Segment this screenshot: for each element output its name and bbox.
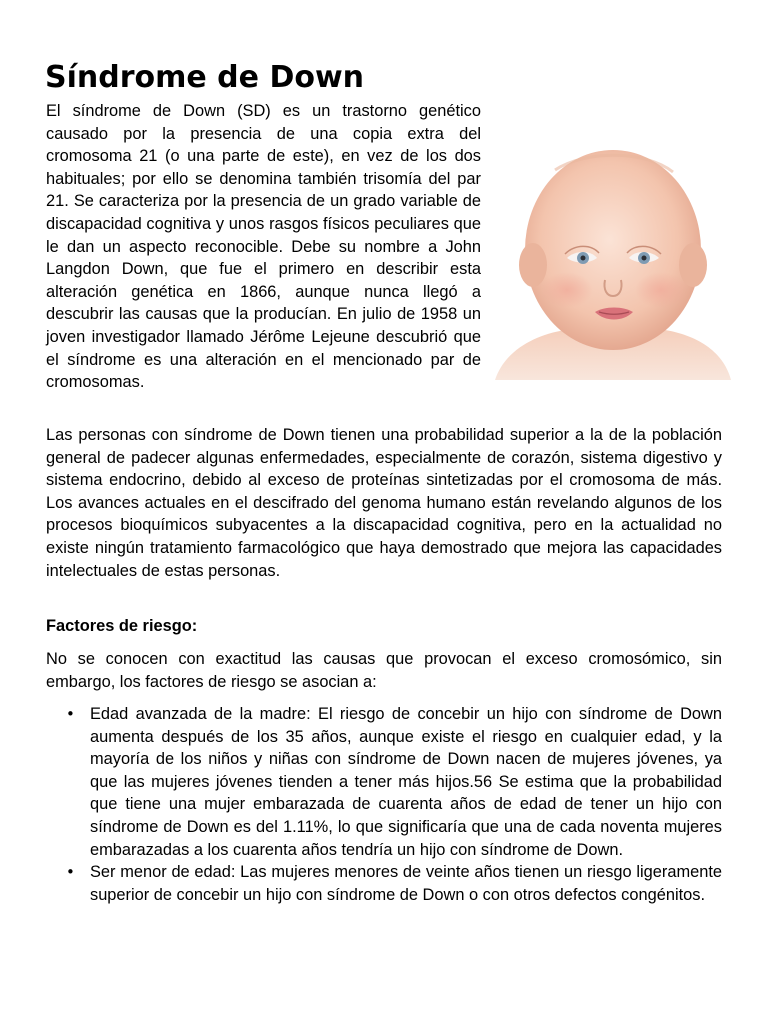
list-item bbox=[46, 703, 722, 861]
health-paragraph: Las personas con síndrome de Down tienen una probabilidad superior a la de la población general de padecer algunas enfermedades, especialmente de corazón, sistema digestivo y sistema endocrino, debido al exceso de proteínas sintetizadas por el cromosoma de más. Los avances actuales en el descifrado del genoma humano están revelando algunos de los procesos bioquímicos subyacentes a la discapacidad cognitiva, pero en la actualidad no existe ningún tratamiento farmacológico que haya demostrado que mejora las capacidades intelectuales de estas personas. bbox=[46, 426, 722, 580]
intro-paragraph: El síndrome de Down (SD) es un trastorno genético causado por la presencia de una copia extra del cromosoma 21 (o una parte de este), en vez de los dos habituales; por ello se denomina también trisomía del par 21. Se caracteriza por la presencia de un grado variable de discapacidad cognitiva y unos rasgos físicos peculiares que le dan un aspecto reconocible. Debe su nombre a John Langdon Down, que fue el primero en describir esta alteración genética en 1866, aunque nunca llegó a descubrir las causas que la producían. En julio de 1958 un joven investigador llamado Jérôme Lejeune descubrió que el síndrome es una alteración en el mencionado par de cromosomas. bbox=[46, 102, 481, 392]
list-item-text: Ser menor de edad: Las mujeres menores de veinte años tienen un riesgo ligeramente superior de concebir un hijo con síndrome de Down o con otros defectos congénitos. bbox=[90, 863, 722, 904]
baby-face-illustration bbox=[495, 140, 731, 380]
list-item-text: Edad avanzada de la madre: El riesgo de concebir un hijo con síndrome de Down aumenta después de los 35 años, aunque existe el riesgo en cualquier edad, y la mayoría de los niños y niñas con síndrome de Down nacen de mujeres jóvenes, ya que las mujeres jóvenes tienden a tener más hijos.56 Se estima que la probabilidad que tiene una mujer embarazada de cuarenta años de edad de tener un hijo con síndrome de Down es del 1.11%, lo que significaría que una de cada noventa mujeres embarazadas a los cuarenta años tendría un hijo con síndrome de Down. bbox=[90, 705, 722, 859]
risk-factors-intro: No se conocen con exactitud las causas que provocan el exceso cromosómico, sin embargo, los factores de riesgo se asocian a: bbox=[46, 650, 722, 691]
risk-factors-list bbox=[46, 703, 722, 906]
risk-factors-heading: Factores de riesgo: bbox=[46, 617, 198, 635]
bullet-marker: • bbox=[66, 705, 75, 723]
bullet-marker: • bbox=[66, 863, 75, 882]
document-title: Síndrome de Down bbox=[45, 60, 365, 95]
list-item bbox=[46, 861, 722, 906]
